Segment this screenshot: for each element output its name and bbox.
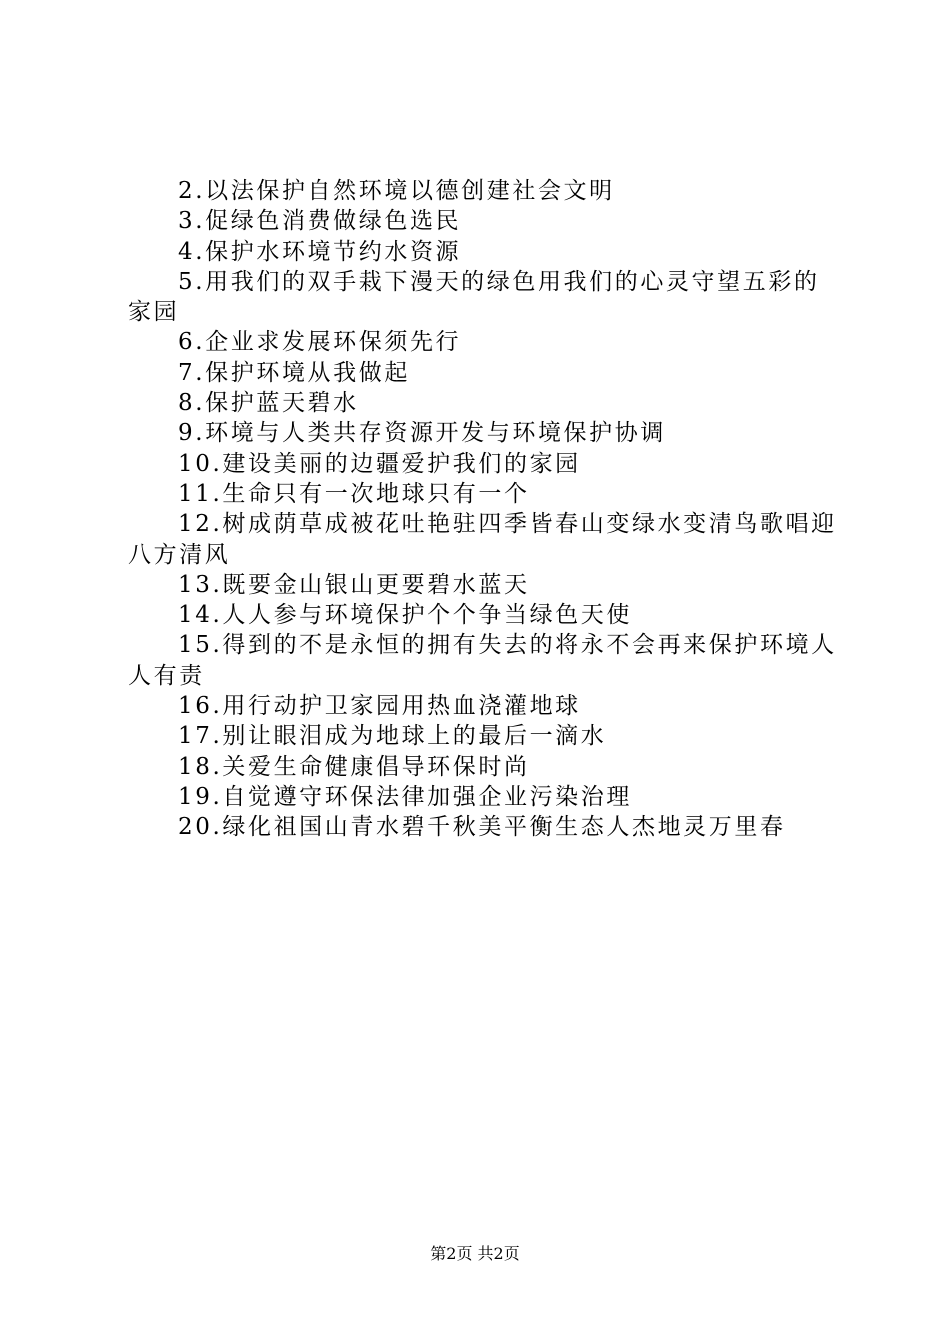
list-item: 11.生命只有一次地球只有一个 bbox=[178, 480, 530, 507]
list-item: 18.关爱生命健康倡导环保时尚 bbox=[178, 753, 530, 780]
list-item: 19.自觉遵守环保法律加强企业污染治理 bbox=[178, 783, 632, 810]
list-item: 2.以法保护自然环境以德创建社会文明 bbox=[178, 178, 615, 204]
list-item: 4.保护水环境节约水资源 bbox=[178, 238, 462, 265]
slogan-list bbox=[128, 176, 838, 843]
list-item: 14.人人参与环境保护个个争当绿色天使 bbox=[178, 602, 632, 629]
list-item: 20.绿化祖国山青水碧千秋美平衡生态人杰地灵万里春 bbox=[178, 814, 786, 841]
list-item: 9.环境与人类共存资源开发与环境保护协调 bbox=[178, 420, 666, 447]
list-item: 16.用行动护卫家园用热血浇灌地球 bbox=[178, 693, 581, 720]
list-item: 12.树成荫草成被花吐艳驻四季皆春山变绿水变清鸟歌唱迎八方清风 bbox=[128, 511, 837, 568]
list-item: 13.既要金山银山更要碧水蓝天 bbox=[178, 571, 530, 598]
list-item: 5.用我们的双手栽下漫天的绿色用我们的心灵守望五彩的家园 bbox=[128, 268, 820, 326]
list-item: 8.保护蓝天碧水 bbox=[178, 390, 359, 417]
list-item: 15.得到的不是永恒的拥有失去的将永不会再来保护环境人人有责 bbox=[128, 632, 837, 689]
list-item: 10.建设美丽的边疆爱护我们的家园 bbox=[178, 450, 581, 477]
list-item: 7.保护环境从我做起 bbox=[178, 359, 410, 386]
list-item: 3.促绿色消费做绿色选民 bbox=[178, 208, 462, 235]
list-item: 17.别让眼泪成为地球上的最后一滴水 bbox=[178, 723, 607, 750]
list-item: 6.企业求发展环保须先行 bbox=[178, 329, 462, 356]
page-footer: 第2页 共2页 bbox=[430, 1244, 520, 1263]
